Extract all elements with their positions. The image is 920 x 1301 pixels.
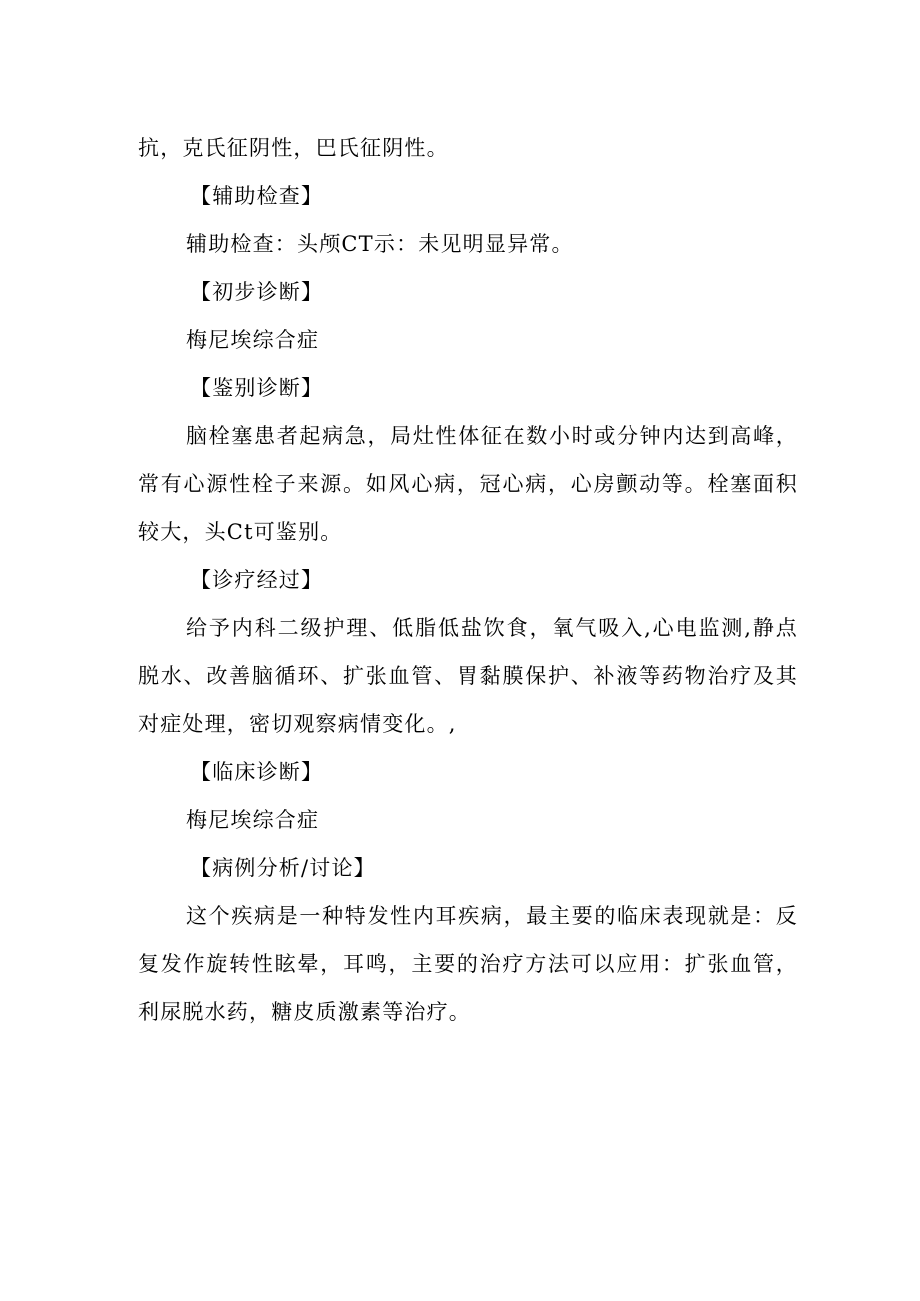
section-heading-case-analysis: 【病例分析/讨论】: [190, 856, 376, 880]
section-body-initial-diagnosis: 梅尼埃综合症: [186, 328, 320, 352]
section-heading-initial-diagnosis: 【初步诊断】: [190, 280, 324, 304]
section-body-treatment-course: 给予内科二级护理、低脂低盐饮食，氧气吸入,心电监测,静点脱水、改善脑循环、扩张血管、胃黏膜保护、补液等药物治疗及其对症处理，密切观察病情变化。,: [138, 616, 798, 736]
section-body-case-analysis: 这个疾病是一种特发性内耳疾病，最主要的临床表现就是：反复发作旋转性眩晕，耳鸣，主要的治疗方法可以应用：扩张血管，利尿脱水药，糖皮质激素等治疗。: [138, 904, 798, 1024]
section-heading-treatment-course: 【诊疗经过】: [190, 568, 324, 592]
section-body-auxiliary-exam: 辅助检查：头颅CT示：未见明显异常。: [186, 232, 574, 256]
section-heading-clinical-diagnosis: 【临床诊断】: [190, 760, 324, 784]
section-heading-differential-diagnosis: 【鉴别诊断】: [190, 376, 324, 400]
fragment-line: 抗，克氏征阴性，巴氏征阴性。: [138, 136, 449, 160]
section-body-differential-diagnosis: 脑栓塞患者起病急，局灶性体征在数小时或分钟内达到高峰，常有心源性栓子来源。如风心病，冠心病，心房颤动等。栓塞面积较大，头Ct可鉴别。: [138, 424, 798, 544]
document-content: [138, 124, 798, 1036]
section-heading-auxiliary-exam: 【辅助检查】: [190, 184, 324, 208]
section-body-clinical-diagnosis: 梅尼埃综合症: [186, 808, 320, 832]
